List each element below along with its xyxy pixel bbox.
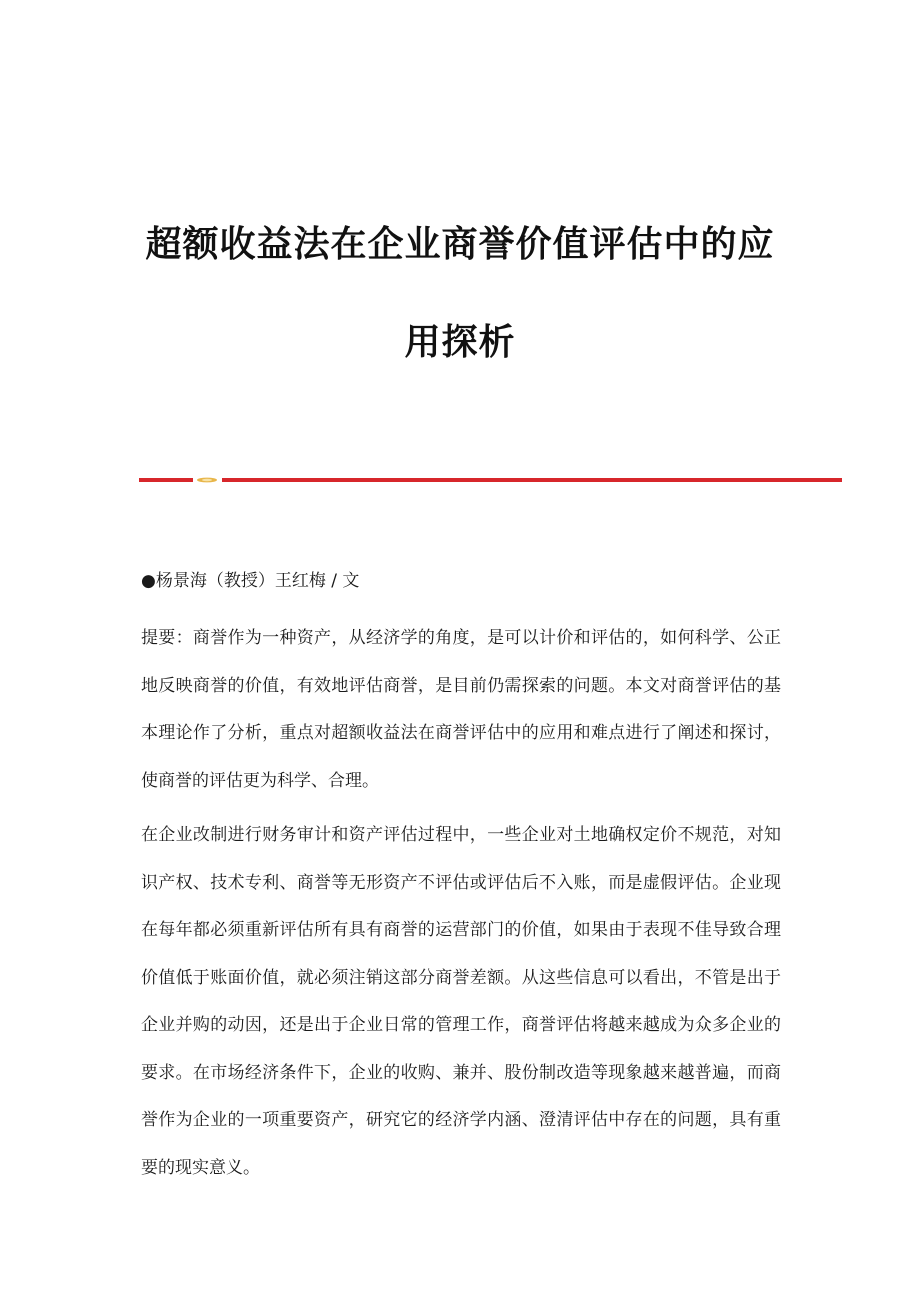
author-byline: ●杨景海（教授）王红梅 / 文 bbox=[141, 571, 360, 591]
divider-bar-right bbox=[222, 478, 842, 482]
article-title-line-1: 超额收益法在企业商誉价值评估中的应 bbox=[145, 223, 775, 265]
abstract-paragraph: 提要：商誉作为一种资产，从经济学的角度，是可以计价和评估的，如何科学、公正地反映商誉的价值，有效地评估商誉，是目前仍需探索的问题。本文对商誉评估的基本理论作了分析，重点对超额收益法在商誉评估中的应用和难点进行了阐述和探讨，使商誉的评估更为科学、合理。 bbox=[141, 628, 781, 791]
divider-ornament-icon bbox=[195, 477, 219, 483]
body-paragraph: 在企业改制进行财务审计和资产评估过程中，一些企业对土地确权定价不规范，对知识产权、技术专利、商誉等无形资产不评估或评估后不入账，而是虚假评估。企业现在每年都必须重新评估所有具有商誉的运营部门的价值，如果由于表现不佳导致合理价值低于账面价值，就必须注销这部分商誉差额。从这些信息可以看出，不管是出于企业并购的动因，还是出于企业日常的管理工作，商誉评估将越来越成为众多企业的要求。在市场经济条件下，企业的收购、兼并、股份制改造等现象越来越普遍，而商誉作为企业的一项重要资产，研究它的经济学内涵、澄清评估中存在的问题，具有重要的现实意义。 bbox=[141, 825, 781, 1178]
divider-bar-left bbox=[139, 478, 193, 482]
title-divider bbox=[139, 477, 842, 483]
article-title-line-2: 用探析 bbox=[404, 321, 516, 363]
